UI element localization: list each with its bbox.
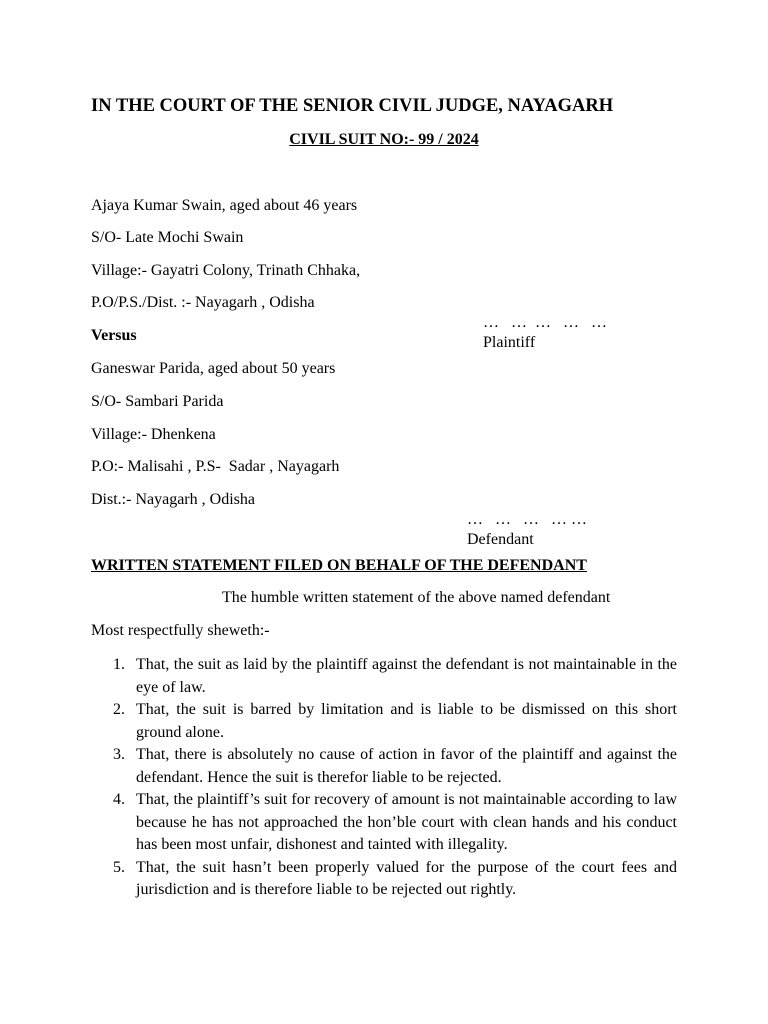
defendant-role: Defendant: [467, 531, 534, 548]
list-number: 4.: [113, 791, 125, 808]
plaintiff-role-line: [467, 293, 607, 373]
list-number: 3.: [113, 746, 125, 763]
list-item: [91, 699, 677, 744]
versus-label: Versus: [91, 327, 137, 344]
list-item-text: That, the suit as laid by the plaintiff against the defendant is not maintainable in the eye of law.: [136, 656, 677, 696]
defendant-dots: … … … … …: [467, 511, 587, 528]
written-statement-title: WRITTEN STATEMENT FILED ON BEHALF OF THE DEFENDANT: [91, 557, 587, 574]
plaintiff-name-line: Ajaya Kumar Swain, aged about 46 years: [91, 197, 358, 214]
defendant-dist-line: Dist.:- Nayagarh , Odisha: [91, 491, 255, 508]
statement-points-list: [91, 654, 677, 902]
plaintiff-village-line: Village:- Gayatri Colony, Trinath Chhaka,: [91, 262, 361, 279]
defendant-father-line: S/O- Sambari Parida: [91, 393, 224, 410]
defendant-village-line: Village:- Dhenkena: [91, 426, 216, 443]
plaintiff-address-line: P.O/P.S./Dist. :- Nayagarh , Odisha: [91, 294, 315, 311]
defendant-po-line: P.O:- Malisahi , P.S- Sadar , Nayagarh: [91, 458, 340, 475]
list-number: 5.: [113, 858, 125, 876]
list-item-text: That, the suit hasn’t been properly valued for the purpose of the court fees and jurisdiction and is therefore liable to be rejected out rightly.: [136, 858, 677, 898]
plaintiff-father-line: S/O- Late Mochi Swain: [91, 229, 244, 246]
list-item-text: That, the plaintiff’s suit for recovery of amount is not maintainable according to law because he has not approached the hon’ble court with clean hands and his conduct has been most unfair, dishonest and tainted with illegality.: [136, 791, 677, 853]
list-item: [91, 744, 677, 789]
court-heading: IN THE COURT OF THE SENIOR CIVIL JUDGE, NAYAGARH: [91, 96, 614, 116]
defendant-name-line: Ganeswar Parida, aged about 50 years: [91, 360, 336, 377]
list-item-text: That, the suit is barred by limitation and is liable to be dismissed on this short ground alone.: [136, 701, 677, 741]
list-number: 1.: [113, 656, 125, 673]
sheweth-line: Most respectfully sheweth:-: [91, 622, 270, 639]
list-item: [91, 789, 677, 857]
plaintiff-dots: … … … … …: [483, 314, 607, 331]
list-item-text: That, there is absolutely no cause of action in favor of the plaintiff and against the defendant. Hence the suit is therefor liable to be rejected.: [136, 746, 677, 786]
plaintiff-role: Plaintiff: [483, 334, 536, 351]
suit-number: CIVIL SUIT NO:- 99 / 2024: [289, 131, 479, 148]
statement-intro: The humble written statement of the above named defendant: [222, 589, 611, 606]
list-item: [91, 857, 677, 902]
list-number: 2.: [113, 701, 125, 718]
list-item: [91, 654, 677, 699]
